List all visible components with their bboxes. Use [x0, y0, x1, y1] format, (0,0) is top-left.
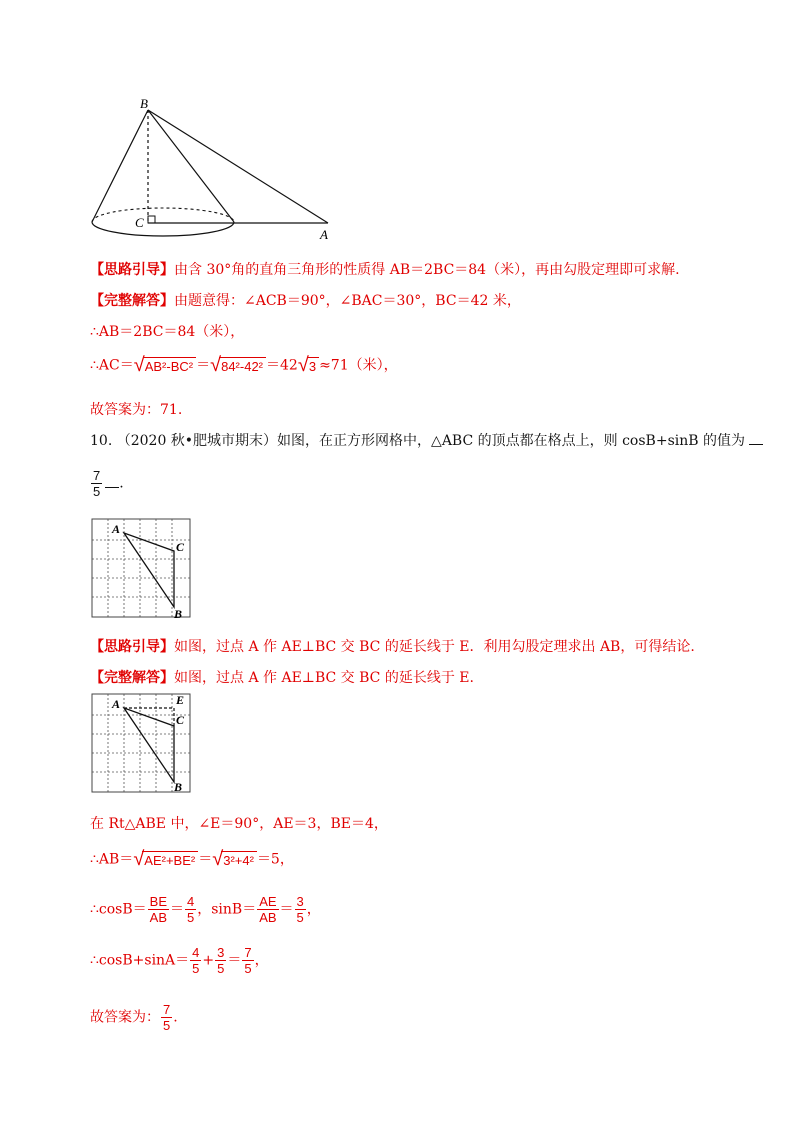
- q9-line2-suffix: ≈71（米），: [319, 357, 398, 374]
- triangle-abc-2: [124, 708, 174, 782]
- q10-sum-suffix: ，: [254, 952, 269, 969]
- final-fraction: $\frac{7}{5}$: [163, 1002, 171, 1033]
- right-angle-mark: [148, 216, 155, 223]
- q10-cos-eq: ＝: [170, 901, 184, 918]
- q10-sum-plus: +: [202, 952, 215, 969]
- q10-stem: [90, 430, 763, 450]
- q9-radical-1: √AB²-BC²: [134, 354, 196, 377]
- cone-left-edge: [92, 110, 148, 222]
- cone-right-edge: [148, 110, 234, 222]
- sin-fraction-2: $\frac{3}{5}$: [296, 894, 304, 925]
- q10-stem-text: （2020 秋•肥城市期末）如图，在正方形网格中，△ABC 的顶点都在格点上，则 cosB+sinB 的值为: [116, 433, 745, 449]
- q10-ab-prefix: ∴AB＝: [90, 851, 134, 868]
- q10-hint: [90, 636, 695, 656]
- q10-rt-line: 在 Rt△ABE 中，∠E＝90°，AE＝3，BE＝4，: [90, 816, 388, 832]
- q10-sol-text: 如图，过点 A 作 AE⊥BC 交 BC 的延长线于 E.: [174, 670, 474, 686]
- cone-base-back: [92, 208, 234, 222]
- label-a: A: [320, 227, 328, 242]
- q10-radical-2: √3²+4²: [212, 848, 257, 871]
- cone-figure: [88, 92, 338, 242]
- grid-border: [92, 519, 190, 617]
- grid2-label-b: B: [174, 780, 183, 794]
- q10-sin-suffix: ，: [306, 901, 321, 918]
- grid-lines-2: [92, 694, 190, 792]
- q10-stem-answer: [90, 468, 124, 499]
- label-c: C: [135, 215, 144, 230]
- q10-ab-line: [90, 848, 294, 871]
- grid-border-2: [92, 694, 190, 792]
- q9-hint-text: 由含 30°角的直角三角形的性质得 AB＝2BC＝84（米），再由勾股定理即可求解.: [174, 262, 680, 278]
- q9-radical-3: √3: [298, 354, 319, 377]
- q10-radical-1: √AE²+BE²: [133, 848, 198, 871]
- q10-sum-line: [90, 945, 269, 976]
- line-ba: [148, 110, 328, 223]
- grid1-label-b: B: [174, 607, 183, 621]
- q9-line1: ∴AB＝2BC＝84（米），: [90, 324, 245, 340]
- q10-final-prefix: 故答案为：: [90, 1009, 160, 1026]
- q10-final-suffix: .: [173, 1009, 178, 1026]
- label-b: B: [140, 96, 148, 111]
- q10-answer-fraction: $\frac{7}{5}$: [93, 468, 101, 499]
- q10-cos-prefix: ∴cosB＝: [90, 901, 147, 918]
- q9-line2-eq: ＝: [196, 357, 211, 374]
- q9-line2: [90, 354, 398, 377]
- sin-fraction-1: $\frac{AE}{AB}$: [259, 894, 277, 925]
- sum-fraction-3: $\frac{7}{5}$: [244, 945, 252, 976]
- answer-blank: [749, 444, 763, 445]
- sum-fraction-1: $\frac{4}{5}$: [192, 945, 200, 976]
- q10-sum-eq: ＝: [227, 952, 242, 969]
- grid1-label-c: C: [176, 540, 185, 554]
- q10-hint-tag: 【思路引导】: [90, 639, 174, 655]
- q9-hint-tag: 【思路引导】: [90, 262, 174, 278]
- q10-solution: [90, 667, 474, 687]
- grid-lines: [92, 519, 190, 617]
- sum-fraction-2: $\frac{3}{5}$: [217, 945, 225, 976]
- q10-sol-tag: 【完整解答】: [90, 670, 174, 686]
- cos-fraction-2: $\frac{4}{5}$: [187, 894, 195, 925]
- q10-sum-prefix: ∴cosB+sinA＝: [90, 952, 190, 969]
- grid-figure-1: [88, 515, 198, 625]
- q9-line2-prefix: ∴AC＝: [90, 357, 134, 374]
- q10-number: 10.: [90, 433, 113, 449]
- q10-sin-prefix: ，sinB＝: [197, 901, 257, 918]
- q10-ab-eq: ＝: [198, 851, 213, 868]
- q10-final-answer: [90, 1002, 178, 1033]
- q10-ab-suffix: ＝5，: [256, 851, 294, 868]
- q9-sol-text: 由题意得：∠ACB＝90°，∠BAC＝30°，BC＝42 米，: [174, 293, 521, 309]
- grid1-label-a: A: [112, 522, 121, 536]
- q9-solution: [90, 290, 521, 310]
- q9-sol-tag: 【完整解答】: [90, 293, 174, 309]
- q10-cos-line: [90, 894, 321, 925]
- q9-line2-mid: ＝42: [266, 357, 298, 374]
- grid2-label-a: A: [112, 697, 121, 711]
- grid-figure-2: [88, 690, 198, 800]
- grid2-label-e: E: [176, 693, 185, 707]
- q10-sin-eq: ＝: [279, 901, 294, 918]
- q9-hint: [90, 259, 680, 279]
- cone-base-front: [92, 222, 234, 236]
- grid2-label-c: C: [176, 713, 185, 727]
- q10-answer-end: .: [119, 475, 124, 492]
- q9-answer: 故答案为：71.: [90, 402, 183, 418]
- cos-fraction-1: $\frac{BE}{AB}$: [149, 894, 167, 925]
- q10-hint-text: 如图，过点 A 作 AE⊥BC 交 BC 的延长线于 E．利用勾股定理求出 AB，可得结论.: [174, 639, 695, 655]
- answer-blank-2: [105, 487, 119, 488]
- triangle-abc: [124, 533, 174, 607]
- q9-radical-2: √84²-42²: [210, 354, 266, 377]
